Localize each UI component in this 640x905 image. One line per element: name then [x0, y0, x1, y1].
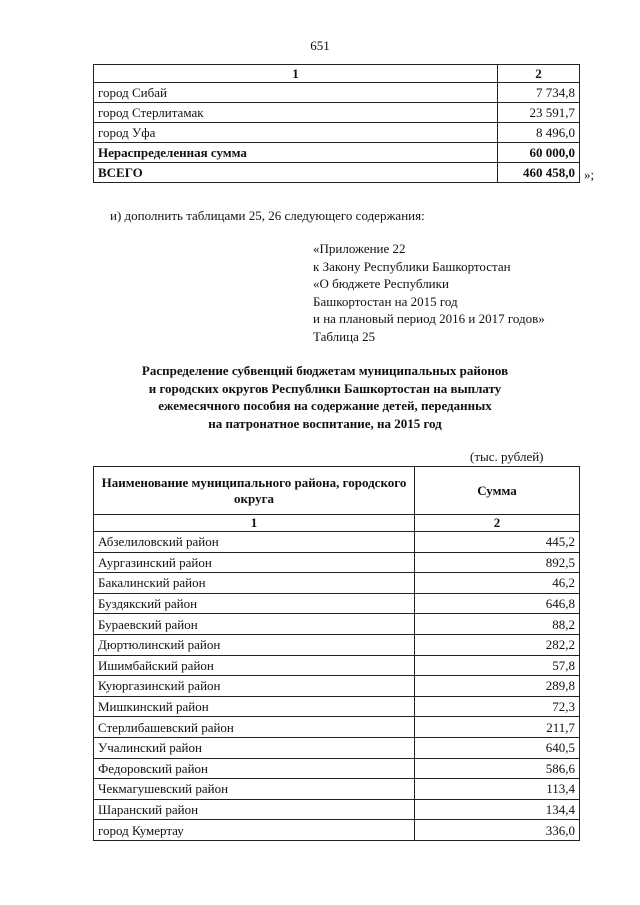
closing-quote-mark: »; — [584, 167, 595, 182]
index-col1: 1 — [94, 515, 415, 532]
top-table-header-col1: 1 — [94, 65, 498, 83]
table-row — [94, 799, 580, 820]
row-name: город Кумертау — [94, 820, 415, 841]
table-row — [94, 123, 580, 143]
row-name: Учалинский район — [94, 737, 415, 758]
row-value: 586,6 — [415, 758, 580, 779]
row-value: 134,4 — [415, 799, 580, 820]
row-value: 113,4 — [415, 779, 580, 800]
row-name: Чекмагушевский район — [94, 779, 415, 800]
table-title-line: ежемесячного пособия на содержание детей, переданных — [158, 398, 492, 413]
table-row — [94, 779, 580, 800]
table-row — [94, 737, 580, 758]
main-table — [93, 466, 580, 841]
table-row — [94, 696, 580, 717]
top-table-header-col2: 2 — [498, 65, 580, 83]
row-value: 445,2 — [415, 532, 580, 553]
table-title-line: на патронатное воспитание, на 2015 год — [208, 415, 442, 431]
row-value: 57,8 — [415, 655, 580, 676]
row-name: город Сибай — [94, 83, 498, 103]
row-name: город Уфа — [94, 123, 498, 143]
appendix-heading — [313, 240, 545, 345]
main-table-index-row — [94, 515, 580, 532]
row-value: 8 496,0 — [498, 123, 580, 143]
table-title-line: Распределение субвенций бюджетам муниципальных районов — [141, 363, 509, 378]
row-value: 88,2 — [415, 614, 580, 635]
table-row — [94, 676, 580, 697]
row-name: Куюргазинский район — [94, 676, 415, 697]
appendix-line: и на плановый период 2016 и 2017 годов» — [313, 311, 545, 326]
page-number: 651 — [310, 38, 330, 53]
row-name: Шаранский район — [94, 799, 415, 820]
table-title — [90, 362, 560, 432]
row-value: 7 734,8 — [498, 83, 580, 103]
main-table-header — [94, 467, 580, 515]
table-row — [94, 614, 580, 635]
row-name: Абзелиловский район — [94, 532, 415, 553]
row-value: 646,8 — [415, 593, 580, 614]
row-value: 60 000,0 — [498, 143, 580, 163]
appendix-table-number: Таблица 25 — [313, 328, 376, 344]
table-row — [94, 552, 580, 573]
row-value: 211,7 — [415, 717, 580, 738]
appendix-line: «О бюджете Республики — [313, 276, 449, 291]
row-name: Федоровский район — [94, 758, 415, 779]
index-col2: 2 — [415, 515, 580, 532]
header-sum: Сумма — [415, 467, 580, 515]
table-row — [94, 717, 580, 738]
top-table — [93, 64, 580, 183]
table-row — [94, 532, 580, 553]
row-name: Мишкинский район — [94, 696, 415, 717]
top-table-header — [94, 65, 580, 83]
row-name: город Стерлитамак — [94, 103, 498, 123]
table-row — [94, 758, 580, 779]
row-value: 892,5 — [415, 552, 580, 573]
units-label: (тыс. рублей) — [470, 449, 544, 464]
row-value: 289,8 — [415, 676, 580, 697]
row-value: 640,5 — [415, 737, 580, 758]
table-row-unallocated — [94, 143, 580, 163]
row-value: 460 458,0 — [498, 163, 580, 183]
table-row-total — [94, 163, 580, 183]
table-row — [94, 83, 580, 103]
table-title-line: и городских округов Республики Башкортостан на выплату — [148, 380, 502, 396]
appendix-line: Башкортостан на 2015 год — [313, 293, 458, 309]
instruction-text: и) дополнить таблицами 25, 26 следующего содержания: — [110, 208, 425, 223]
row-value: 282,2 — [415, 634, 580, 655]
row-name: Бураевский район — [94, 614, 415, 635]
table-row — [94, 593, 580, 614]
appendix-line: к Закону Республики Башкортостан — [313, 258, 511, 274]
row-value: 23 591,7 — [498, 103, 580, 123]
header-name: Наименование муниципального района, городского округа — [94, 467, 415, 515]
row-value: 46,2 — [415, 573, 580, 594]
table-row — [94, 820, 580, 841]
row-name: Дюртюлинский район — [94, 634, 415, 655]
appendix-line: «Приложение 22 — [313, 241, 406, 256]
row-name: Аургазинский район — [94, 552, 415, 573]
row-name: Ишимбайский район — [94, 655, 415, 676]
row-name: Стерлибашевский район — [94, 717, 415, 738]
row-name: Бакалинский район — [94, 573, 415, 594]
table-row — [94, 103, 580, 123]
table-row — [94, 634, 580, 655]
row-name: Буздякский район — [94, 593, 415, 614]
row-value: 336,0 — [415, 820, 580, 841]
table-row — [94, 573, 580, 594]
row-name: Нераспределенная сумма — [94, 143, 498, 163]
row-value: 72,3 — [415, 696, 580, 717]
row-name: ВСЕГО — [94, 163, 498, 183]
table-row — [94, 655, 580, 676]
